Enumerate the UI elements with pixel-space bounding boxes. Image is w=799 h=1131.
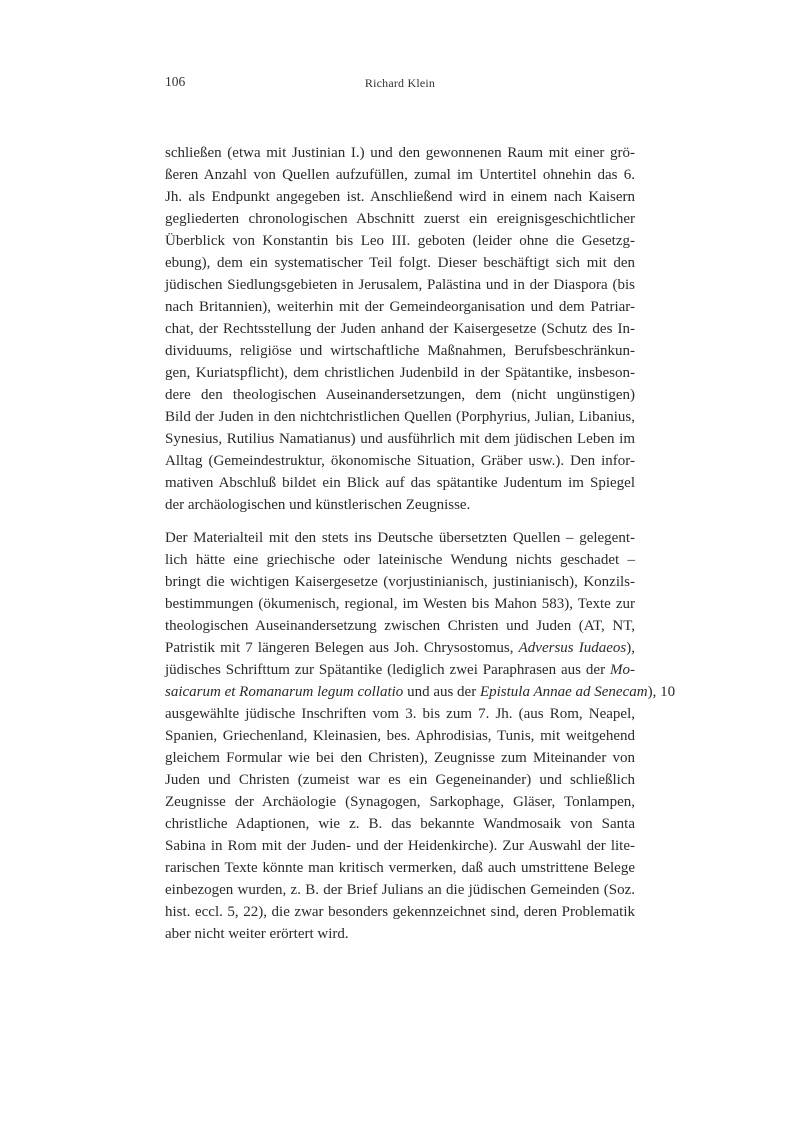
text-line [165,769,635,791]
text-segment: Jh. als Endpunkt angegeben ist. Anschließend wird in einem nach Kaisern [165,189,635,205]
italic-title: Adversus Iudaeos [518,640,627,656]
italic-title: Mo- [610,662,635,678]
text-line [165,142,635,164]
text-segment: nach Britannien), weiterhin mit der Gemeindeorganisation und dem Patriar- [165,299,635,315]
text-segment: theologischen Auseinandersetzung zwischen Christen und Juden (AT, NT, [165,618,635,634]
text-line [165,428,635,450]
text-segment: Zeugnisse der Archäologie (Synagogen, Sarkophage, Gläser, Tonlampen, [165,794,635,810]
text-segment: Bild der Juden in den nichtchristlichen Quellen (Porphyrius, Julian, Libanius, [165,409,635,425]
page-number: 106 [165,74,186,89]
text-segment: Synesius, Rutilius Namatianus) und ausführlich mit dem jüdischen Leben im [165,431,635,447]
body-text [165,142,676,945]
text-line [165,450,635,472]
text-line [165,384,635,406]
text-segment: hist. eccl. 5, 22), die zwar besonders gekennzeichnet sind, deren Problematik [165,904,635,920]
text-segment: ebung), dem ein systematischer Teil folgt. Dieser beschäftigt sich mit den [165,255,635,271]
text-segment: aber nicht weiter erörtert wird. [165,926,349,942]
text-line [165,835,635,857]
text-line [165,230,635,252]
text-segment: Alltag (Gemeindestruktur, ökonomische Situation, Gräber usw.). Den infor- [165,453,635,469]
text-line [165,923,635,945]
text-segment: christliche Adaptionen, wie z. B. das bekannte Wandmosaik von Santa [165,816,635,832]
italic-title: Epistula Annae ad Senecam [479,684,648,700]
text-segment: einbezogen wurden, z. B. der Brief Julians an die jüdischen Gemeinden (Soz. [165,882,635,898]
text-segment: Sabina in Rom mit der Juden- und der Heidenkirche). Zur Auswahl der lite- [165,838,635,854]
text-line [165,549,635,571]
text-line [165,527,635,549]
text-segment: bringt die wichtigen Kaisergesetze (vorjustinianisch, justinianisch), Konzils- [165,574,635,590]
text-line [165,318,635,340]
text-segment: ßeren Anzahl von Quellen aufzufüllen, zumal im Untertitel ohnehin das 6. [165,167,635,183]
text-line [165,208,635,230]
text-line [165,362,635,384]
text-segment: rarischen Texte könnte man kritisch vermerken, daß auch umstrittene Belege [165,860,635,876]
text-segment: der archäologischen und künstlerischen Zeugnisse. [165,497,471,513]
text-segment: lich hätte eine griechische oder lateinische Wendung nichts geschadet – [165,552,635,568]
text-segment: jüdisches Schrifttum zur Spätantike (lediglich zwei Paraphrasen aus der [165,662,610,678]
text-line [165,725,635,747]
text-segment: gen, Kuriatspflicht), dem christlichen Judenbild in der Spätantike, insbeson- [165,365,635,381]
text-segment: Patristik mit 7 längeren Belegen aus Joh. Chrysostomus, [165,640,519,656]
text-line [165,593,635,615]
text-line [165,406,635,428]
text-segment: ), 10 [647,684,676,700]
text-line [165,274,635,296]
text-line [165,494,635,516]
text-segment: gegliederten chronologischen Abschnitt zuerst ein ereignisgeschichtlicher [165,211,635,227]
text-line [165,791,635,813]
text-segment: gleichem Formular wie bei den Christen), Zeugnisse zum Miteinander von [165,750,635,766]
text-line [165,681,676,703]
text-segment: mativen Abschluß bildet ein Blick auf das spätantike Judentum im Spiegel [165,475,635,491]
italic-title: saicarum et Romanarum legum collatio [165,684,404,700]
text-segment: bestimmungen (ökumenisch, regional, im Westen bis Mahon 583), Texte zur [165,596,635,612]
text-segment: Spanien, Griechenland, Kleinasien, bes. Aphrodisias, Tunis, mit weitgehend [165,728,635,744]
text-segment: jüdischen Siedlungsgebieten in Jerusalem, Palästina und in der Diaspora (bis [165,277,635,293]
paragraph [165,142,635,516]
text-line [165,637,635,659]
text-line [165,164,635,186]
text-segment: schließen (etwa mit Justinian I.) und den gewonnenen Raum mit einer grö- [165,145,635,161]
paragraph [165,527,676,945]
text-segment: Juden und Christen (zumeist war es ein Gegeneinander) und schließlich [165,772,635,788]
text-segment: ), [626,640,635,656]
page-header [165,74,635,94]
text-line [165,186,635,208]
text-line [165,340,635,362]
text-segment: dividuums, religiöse und wirtschaftliche Maßnahmen, Berufsbeschränkun- [165,343,635,359]
text-line [165,813,635,835]
text-line [165,879,635,901]
text-line [165,571,635,593]
text-segment: ausgewählte jüdische Inschriften vom 3. bis zum 7. Jh. (aus Rom, Neapel, [165,706,635,722]
text-line [165,615,635,637]
text-line [165,857,635,879]
text-line [165,901,635,923]
text-line [165,472,635,494]
text-segment: Überblick von Konstantin bis Leo III. geboten (leider ohne die Gesetzg- [165,233,635,249]
text-line [165,747,635,769]
text-line [165,252,635,274]
text-segment: chat, der Rechtsstellung der Juden anhand der Kaisergesetze (Schutz des In- [165,321,635,337]
text-line [165,703,635,725]
text-line [165,659,635,681]
text-segment: Der Materialteil mit den stets ins Deutsche übersetzten Quellen – gelegent- [165,530,635,546]
text-segment: dere den theologischen Auseinandersetzungen, dem (nicht ungünstigen) [165,387,635,403]
text-segment: und aus der [403,684,480,700]
paragraph-gap [165,516,635,527]
text-line [165,296,635,318]
running-head: Richard Klein [364,76,436,90]
